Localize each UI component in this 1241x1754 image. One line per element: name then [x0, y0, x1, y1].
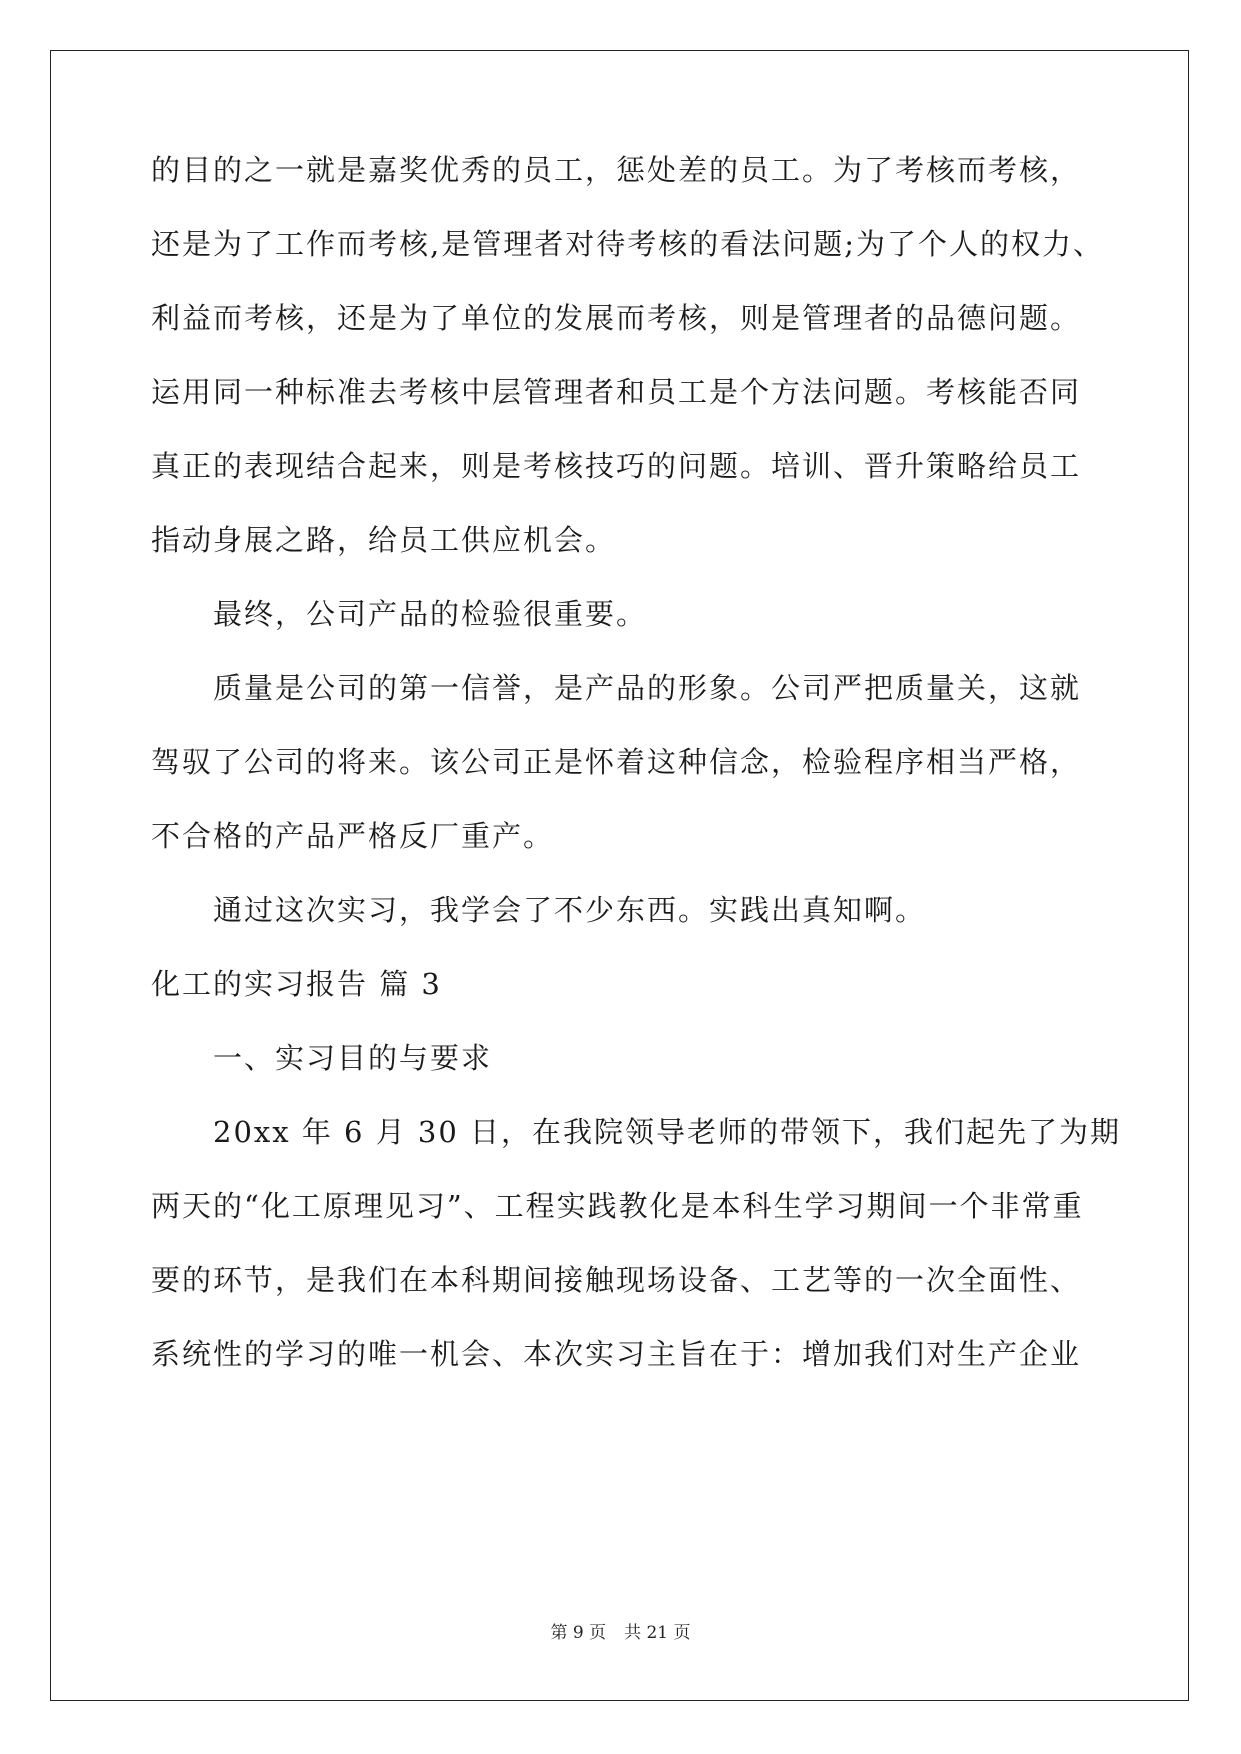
- paragraph-line: 两天的“化工原理见习”、工程实践教化是本科生学习期间一个非常重: [151, 1189, 1084, 1223]
- page-total: 共 21 页: [624, 1623, 691, 1643]
- paragraph-line: 系统性的学习的唯一机会、本次实习主旨在于：增加我们对生产企业: [151, 1337, 1082, 1371]
- paragraph-line: 驾驭了公司的将来。该公司正是怀着这种信念，检验程序相当严格，: [151, 745, 1082, 779]
- paragraph-line: 要的环节，是我们在本科期间接触现场设备、工艺等的一次全面性、: [151, 1263, 1082, 1297]
- paragraph-line: 的目的之一就是嘉奖优秀的员工，惩处差的员工。为了考核而考核，: [151, 153, 1082, 187]
- paragraph-line: 还是为了工作而考核,是管理者对待考核的看法问题;为了个人的权力、: [151, 227, 1104, 261]
- paragraph-line: 质量是公司的第一信誉，是产品的形象。公司严把质量关，这就: [213, 671, 1082, 705]
- paragraph-line: 最终，公司产品的检验很重要。: [213, 597, 648, 631]
- page-footer: [0, 1622, 1241, 1644]
- paragraph-line: 真正的表现结合起来，则是考核技巧的问题。培训、晋升策略给员工: [151, 449, 1082, 483]
- section-heading: 化工的实习报告 篇 3: [151, 967, 442, 1001]
- page-border: [50, 50, 1189, 1701]
- paragraph-line: 指动身展之路，给员工供应机会。: [151, 523, 617, 557]
- page-number: 第 9 页: [550, 1623, 607, 1643]
- paragraph-line: 不合格的产品严格反厂重产。: [151, 819, 555, 853]
- paragraph-line: 20xx 年 6 月 30 日，在我院领导老师的带领下，我们起先了为期: [213, 1115, 1122, 1149]
- subsection-heading: 一、实习目的与要求: [213, 1041, 493, 1075]
- paragraph-line: 通过这次实习，我学会了不少东西。实践出真知啊。: [213, 893, 927, 927]
- paragraph-line: 利益而考核，还是为了单位的发展而考核，则是管理者的品德问题。: [151, 301, 1082, 335]
- paragraph-line: 运用同一种标准去考核中层管理者和员工是个方法问题。考核能否同: [151, 375, 1082, 409]
